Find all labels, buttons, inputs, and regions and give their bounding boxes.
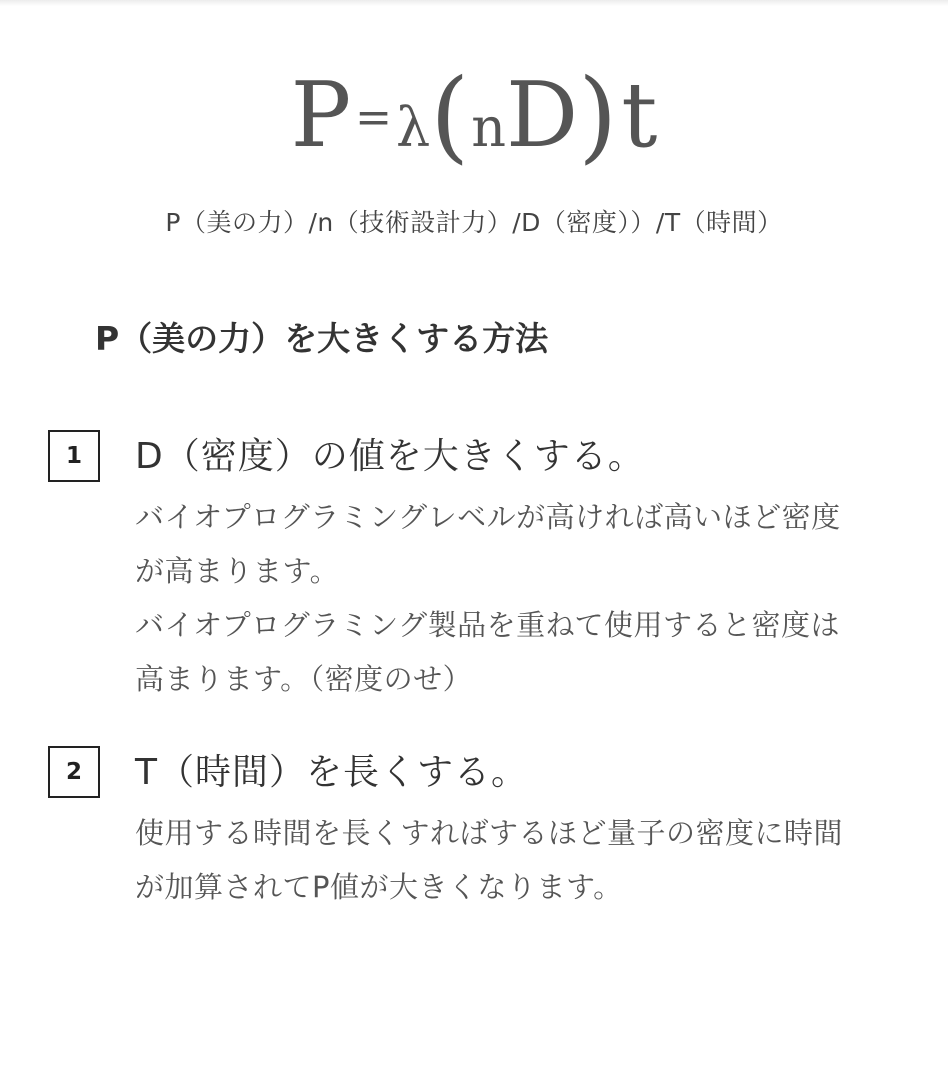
body-line: 高まります。（密度のせ） bbox=[135, 662, 473, 696]
item-body bbox=[135, 806, 915, 914]
body-line: が加算されてP値が大きくなります。 bbox=[135, 870, 623, 904]
formula-lambda: λ bbox=[396, 96, 431, 159]
item-number-badge: 2 bbox=[48, 746, 100, 798]
formula-equals: = bbox=[355, 92, 393, 143]
formula-n: n bbox=[471, 96, 507, 159]
section-heading: P（美の力）を大きくする方法 bbox=[95, 319, 549, 358]
formula-close-paren: ) bbox=[578, 57, 618, 174]
body-line: バイオプログラミング製品を重ねて使用すると密度は bbox=[135, 608, 840, 642]
body-line: 使用する時間を長くすればするほど量子の密度に時間 bbox=[135, 816, 844, 850]
formula-open-paren: ( bbox=[430, 57, 470, 174]
item-body bbox=[135, 490, 915, 706]
beauty-formula bbox=[0, 57, 948, 174]
item-title: D（密度）の値を大きくする。 bbox=[135, 436, 645, 477]
formula-t: t bbox=[621, 63, 658, 168]
item-title: T（時間）を長くする。 bbox=[135, 752, 528, 793]
formula-d: D bbox=[506, 63, 579, 168]
formula-p: P bbox=[290, 63, 352, 168]
formula-legend: P（美の力）/n（技術設計力）/D（密度））/T（時間） bbox=[165, 208, 783, 237]
body-line: が高まります。 bbox=[135, 554, 340, 588]
item-number-badge: 1 bbox=[48, 430, 100, 482]
body-line: バイオプログラミングレベルが高ければ高いほど密度 bbox=[135, 500, 841, 534]
top-shadow bbox=[0, 0, 948, 6]
